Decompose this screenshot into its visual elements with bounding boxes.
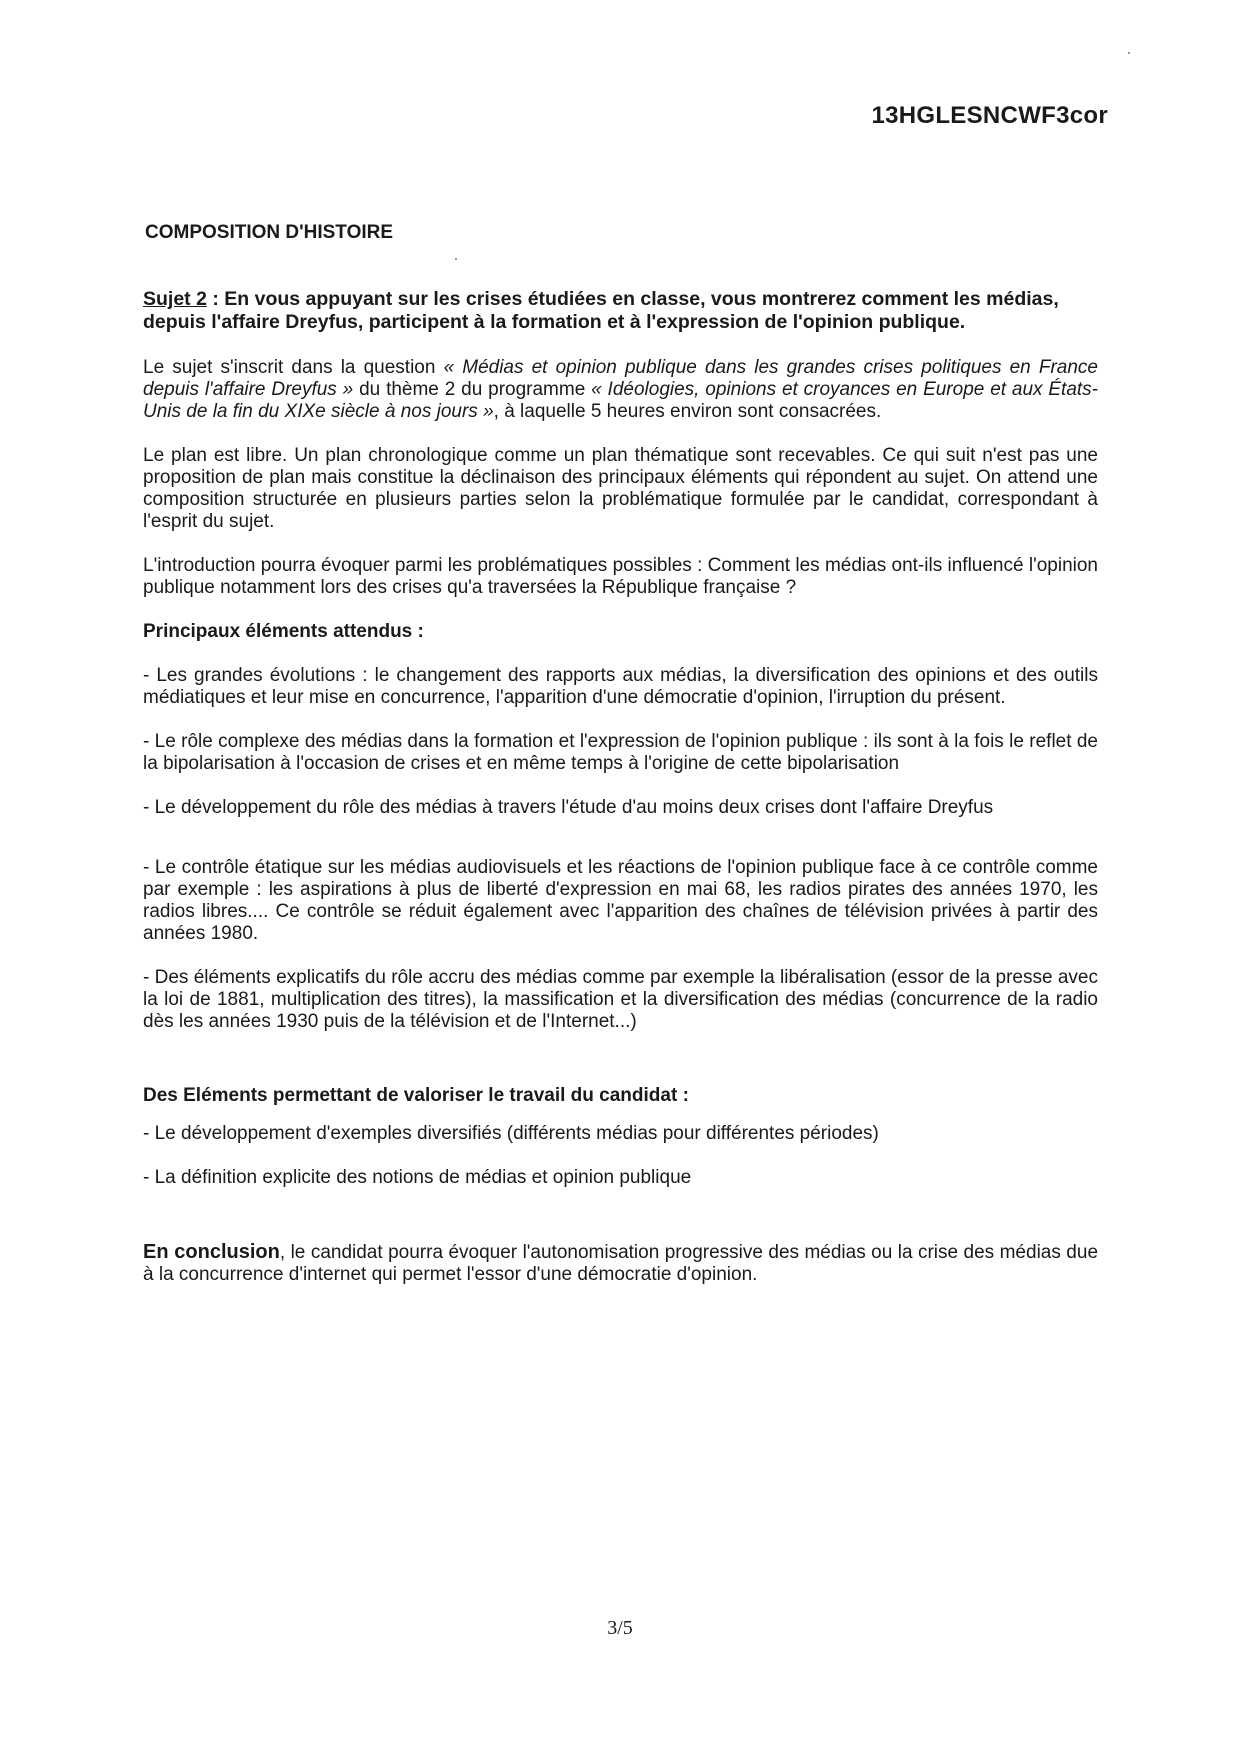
section-title: COMPOSITION D'HISTOIRE xyxy=(145,222,394,243)
expected-item: - Le contrôle étatique sur les médias audiovisuels et les réactions de l'opinion publique face à ce contrôle comme par exemple : les aspirations à plus de liberté d'expression en mai 68, les radios pirates des années 1970, les radios libres.... Ce contrôle se réduit également avec l'apparition des chaînes de télévision privées à partir des années 1980. xyxy=(143,857,1098,944)
intro-text-2: du thème 2 du programme xyxy=(353,379,592,400)
scan-speck xyxy=(1128,52,1130,54)
expected-item: - Les grandes évolutions : le changement des rapports aux médias, la diversification des opinions et des outils médiatiques et leur mise en concurrence, l'apparition d'une démocratie d'opinion, l'irruption du présent. xyxy=(143,665,1098,708)
expected-item: - Le développement du rôle des médias à travers l'étude d'au moins deux crises dont l'affaire Dreyfus xyxy=(143,797,994,818)
intro-question-quote: « Médias et opinion publique dans les grandes crises politiques en France depuis l'affaire Dreyfus » xyxy=(143,357,1098,400)
scan-speck xyxy=(455,258,457,260)
subject-statement xyxy=(143,288,1098,334)
intro-theme-quote: « Idéologies, opinions et croyances en Europe et aux États-Unis de la fin du XIXe siècle à nos jours » xyxy=(143,379,1098,422)
subject-text: : En vous appuyant sur les crises étudiées en classe, vous montrerez comment les médias, depuis l'affaire Dreyfus, participent à la formation et à l'expression de l'opinion publique. xyxy=(143,288,1059,333)
plan-paragraph: Le plan est libre. Un plan chronologique comme un plan thématique sont recevables. Ce qui suit n'est pas une proposition de plan mais constitue la déclinaison des principaux éléments qui répondent au sujet. On attend une composition structurée en plusieurs parties selon la problématique formulée par le candidat, correspondant à l'esprit du sujet. xyxy=(143,445,1098,532)
intro-paragraph xyxy=(143,357,1098,423)
introduction-paragraph: L'introduction pourra évoquer parmi les problématiques possibles : Comment les médias ont-ils influencé l'opinion publique notamment lors des crises qu'a traversées la République française ? xyxy=(143,555,1098,598)
conclusion-paragraph xyxy=(143,1241,1098,1286)
document-code: 13HGLESNCWF3cor xyxy=(871,102,1108,129)
expected-item: - Des éléments explicatifs du rôle accru des médias comme par exemple la libéralisation (essor de la presse avec la loi de 1881, multiplication des titres), la massification et la diversification des médias (concurrence de la radio dès les années 1930 puis de la télévision et de l'Internet...) xyxy=(143,967,1098,1032)
intro-text-3: , à laquelle 5 heures environ sont consacrées. xyxy=(493,401,882,422)
valorize-heading: Des Eléments permettant de valoriser le travail du candidat : xyxy=(143,1085,689,1106)
valorize-item: - Le développement d'exemples diversifiés (différents médias pour différentes périodes) xyxy=(143,1123,879,1144)
expected-item: - Le rôle complexe des médias dans la formation et l'expression de l'opinion publique : ils sont à la fois le reflet de la bipolarisation à l'occasion de crises et en même temps à l'origine de cette bipolarisation xyxy=(143,731,1098,774)
intro-text-1: Le sujet s'inscrit dans la question xyxy=(143,357,444,378)
expected-heading: Principaux éléments attendus : xyxy=(143,621,424,642)
subject-label: Sujet 2 xyxy=(143,288,207,310)
document-body xyxy=(143,288,1098,1308)
conclusion-text: , le candidat pourra évoquer l'autonomisation progressive des médias ou la crise des médias due à la concurrence d'internet qui permet l'essor d'une démocratie d'opinion. xyxy=(143,1242,1099,1285)
page-number: 3/5 xyxy=(607,1617,633,1639)
conclusion-lead: En conclusion xyxy=(143,1241,280,1263)
valorize-item: - La définition explicite des notions de médias et opinion publique xyxy=(143,1167,692,1188)
